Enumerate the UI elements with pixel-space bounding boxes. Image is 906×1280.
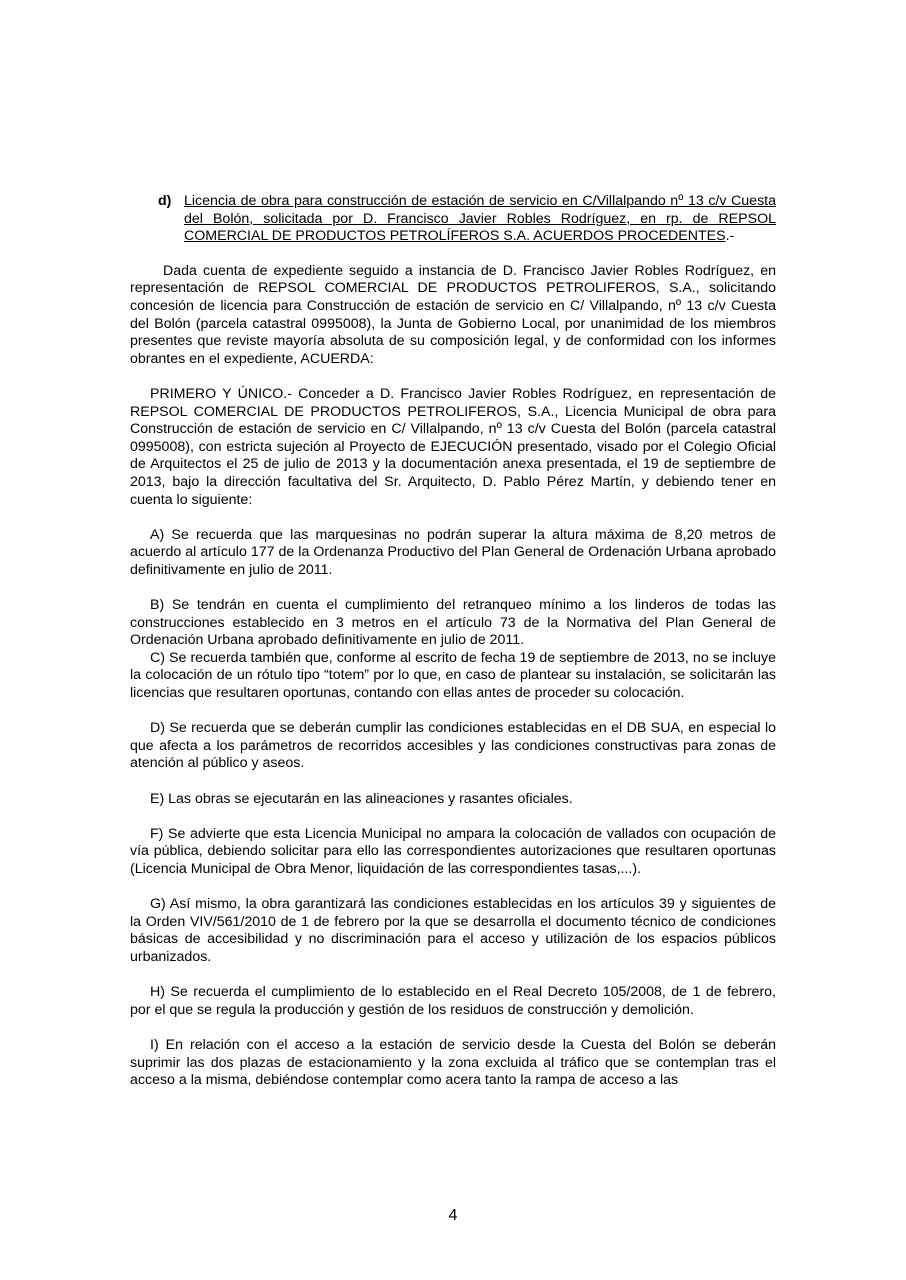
paragraph-condition-d: D) Se recuerda que se deberán cumplir las condiciones establecidas en el DB SUA, en especial lo que afecta a los parámetros de recorridos accesibles y las condiciones constructivas para zonas de atención al público y aseos.	[130, 720, 776, 772]
paragraph-condition-c: C) Se recuerda también que, conforme al escrito de fecha 19 de septiembre de 2013, no se incluye la colocación de un rótulo tipo “totem” por lo que, en caso de plantear su instalación, se solicitarán las licencias que resultaren oportunas, contando con ellas antes de proceder su colocación.	[130, 649, 776, 702]
section-title-suffix: .-	[725, 228, 735, 245]
page-number: 4	[448, 1207, 458, 1224]
paragraph-condition-i: I) En relación con el acceso a la estación de servicio desde la Cuesta del Bolón se deberán suprimir las dos plazas de estacionamiento y la zona excluida al tráfico que se contemplan tras el acceso a la misma, debiéndose contemplar como acera tanto la rampa de acceso a las	[130, 1036, 776, 1089]
document-body	[130, 193, 776, 1090]
paragraph-intro: Dada cuenta de expediente seguido a instancia de D. Francisco Javier Robles Rodríguez, en representación de REPSOL COMERCIAL DE PRODUCTOS PETROLIFEROS, S.A., solicitando concesión de licencia para Construcción de estación de servicio en C/ Villalpando, nº 13 c/v Cuesta del Bolón (parcela catastral 0995008), la Junta de Gobierno Local, por unanimidad de los miembros presentes que reviste mayoría absoluta de su composición legal, y de conformidad con los informes obrantes en el expediente, ACUERDA:	[130, 262, 776, 367]
paragraph-condition-f: F) Se advierte que esta Licencia Municipal no ampara la colocación de vallados con ocupación de vía pública, debiendo solicitar para ello las correspondientes autorizaciones que resultaren oportunas (Licencia Municipal de Obra Menor, liquidación de las correspondientes tasas,...).	[130, 825, 776, 877]
paragraph-condition-h: H) Se recuerda el cumplimiento de lo establecido en el Real Decreto 105/2008, de 1 de febrero, por el que se regula la producción y gestión de los residuos de construcción y demolición.	[130, 984, 776, 1018]
section-heading	[130, 193, 776, 246]
paragraph-condition-g: G) Así mismo, la obra garantizará las condiciones establecidas en los artículos 39 y siguientes de la Orden VIV/561/2010 de 1 de febrero por la que se desarrolla el documento técnico de condiciones básicas de accesibilidad y no discriminación para el acceso y utilización de los espacios públicos urbanizados.	[130, 896, 776, 965]
paragraph-primero: PRIMERO Y ÚNICO.- Conceder a D. Francisco Javier Robles Rodríguez, en representación de REPSOL COMERCIAL DE PRODUCTOS PETROLIFEROS, S.A., Licencia Municipal de obra para Construcción de estación de servicio en C/ Villalpando, nº 13 c/v Cuesta del Bolón (parcela catastral 0995008), con estricta sujeción al Proyecto de EJECUCIÓN presentado, visado por el Colegio Oficial de Arquitectos el 25 de julio de 2013 y la documentación anexa presentada, el 19 de septiembre de 2013, bajo la dirección facultativa del Sr. Arquitecto, D. Pablo Pérez Martín, y debiendo tener en cuenta lo siguiente:	[130, 385, 776, 508]
paragraph-condition-e: E) Las obras se ejecutarán en las alineaciones y rasantes oficiales.	[150, 790, 573, 807]
paragraph-condition-b: B) Se tendrán en cuenta el cumplimiento del retranqueo mínimo a los linderos de todas las construcciones establecido en 3 metros en el artículo 73 de la Normativa del Plan General de Ordenación Urbana aprobado definitivamente en julio de 2011.	[130, 597, 776, 649]
paragraph-condition-a: A) Se recuerda que las marquesinas no podrán superar la altura máxima de 8,20 metros de acuerdo al artículo 177 de la Ordenanza Productivo del Plan General de Ordenación Urbana aprobado definitivamente en julio de 2011.	[130, 526, 776, 578]
section-label: d)	[158, 193, 172, 209]
section-title: Licencia de obra para construcción de estación de servicio en C/Villalpando nº 13 c/v Cuesta del Bolón, solicitada por D. Francisco Javier Robles Rodríguez, en rp. de REPSOL COMERCIAL DE PRODUCTOS PETROLÍFEROS S.A. ACUERDOS PROCEDENTES	[184, 193, 776, 245]
